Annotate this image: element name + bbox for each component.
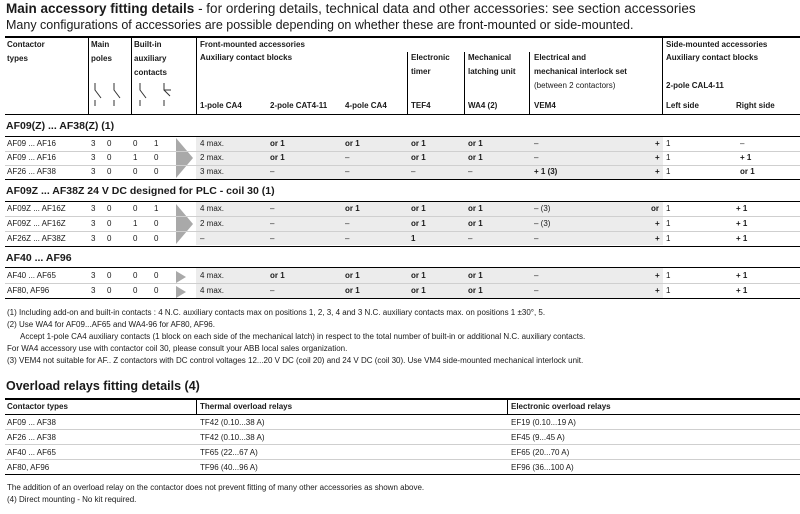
row-aux-no: 0 (133, 167, 138, 176)
row-vem4: – (3) (534, 204, 551, 213)
header-divider-4 (407, 52, 408, 114)
overload-electronic: EF65 (20...70 A) (511, 448, 570, 457)
row-4pole: or 1 (345, 271, 360, 280)
row-wa4: or 1 (468, 219, 483, 228)
row-wa4: or 1 (468, 153, 483, 162)
row-wa4: or 1 (468, 286, 483, 295)
row-vem4: – (534, 153, 539, 162)
group-title-2: AF09Z ... AF38Z 24 V DC designed for PLC - coil 30 (1) (6, 185, 275, 197)
row-4pole: – (345, 167, 350, 176)
row-tef4: or 1 (411, 139, 426, 148)
row-main-no: 3 (91, 234, 96, 243)
row-main-no: 3 (91, 204, 96, 213)
group-3-bottom-rule (5, 298, 800, 299)
row-1pole: 4 max. (200, 286, 225, 295)
row-main-no: 3 (91, 286, 96, 295)
row-combiner: + (655, 153, 660, 162)
row-2pole: – (270, 204, 275, 213)
row-wa4: or 1 (468, 204, 483, 213)
row-type: AF80, AF96 (7, 286, 50, 295)
hdr-front-2: Auxiliary contact blocks (200, 53, 293, 62)
group-2-arrow (176, 204, 193, 244)
builtin-contact-symbol (133, 81, 189, 107)
row-main-nc: 0 (107, 219, 112, 228)
row-main-no: 3 (91, 153, 96, 162)
row-left: 1 (666, 167, 671, 176)
overload-thermal: TF96 (40...96 A) (200, 463, 258, 472)
row-type: AF26Z ... AF38Z (7, 234, 66, 243)
note-4: For WA4 accessory use with contactor coil 30, please consult your ABB local sales organization. (7, 344, 348, 353)
row-aux-nc: 1 (154, 139, 159, 148)
row-left: 1 (666, 204, 671, 213)
row-tef4: or 1 (411, 219, 426, 228)
row-aux-nc: 0 (154, 286, 159, 295)
row-main-nc: 0 (107, 139, 112, 148)
row-vem4: – (3) (534, 219, 551, 228)
sub-wa4: WA4 (2) (468, 101, 498, 110)
row-divider (5, 283, 800, 284)
row-main-no: 3 (91, 139, 96, 148)
group-2-bottom-rule (5, 246, 800, 247)
note-1: (1) Including add-on and built-in contacts : 4 N.C. auxiliary contacts max on positions 1, 2, 3, 4 and 3 N.C. auxiliary contacts max. on positions 1 ±30°, 5. (7, 308, 546, 317)
hdr-front-1: Front-mounted accessories (200, 40, 305, 49)
row-right: + 1 (736, 286, 748, 295)
overload-electronic: EF45 (9...45 A) (511, 433, 565, 442)
row-2pole: or 1 (270, 271, 285, 280)
hdr-builtin-3: contacts (134, 68, 167, 77)
header-bottom-rule (5, 114, 800, 115)
overload-type: AF80, AF96 (7, 463, 50, 472)
row-combiner: + (655, 167, 660, 176)
header-divider-2 (131, 38, 132, 114)
row-aux-no: 0 (133, 139, 138, 148)
header-top-rule (5, 36, 800, 38)
group-3-arrow-2 (176, 286, 186, 298)
group-title-3: AF40 ... AF96 (6, 252, 72, 264)
overload-type: AF09 ... AF38 (7, 418, 56, 427)
group-3-arrow-1 (176, 271, 186, 283)
row-type: AF09 ... AF16 (7, 139, 56, 148)
row-tef4: 1 (411, 234, 416, 243)
row-type: AF26 ... AF38 (7, 167, 56, 176)
row-main-nc: 0 (107, 204, 112, 213)
row-aux-no: 1 (133, 153, 138, 162)
row-combiner: + (655, 139, 660, 148)
row-type: AF09Z ... AF16Z (7, 204, 66, 213)
row-tef4: or 1 (411, 153, 426, 162)
header-divider-1 (88, 38, 89, 114)
row-wa4: or 1 (468, 271, 483, 280)
row-main-no: 3 (91, 271, 96, 280)
overload-divider-2 (507, 400, 508, 414)
row-vem4: – (534, 139, 539, 148)
row-type: AF09 ... AF16 (7, 153, 56, 162)
sub-tef4: TEF4 (411, 101, 431, 110)
row-wa4: – (468, 234, 473, 243)
row-divider (5, 216, 800, 217)
row-right: + 1 (740, 153, 752, 162)
group-1-shade (196, 137, 663, 179)
row-2pole: – (270, 234, 275, 243)
row-2pole: – (270, 219, 275, 228)
header-divider-5 (464, 52, 465, 114)
row-aux-nc: 0 (154, 234, 159, 243)
row-vem4: + 1 (3) (534, 167, 558, 176)
row-aux-nc: 0 (154, 271, 159, 280)
row-type: AF40 ... AF65 (7, 271, 56, 280)
row-aux-nc: 0 (154, 167, 159, 176)
hdr-main-1: Main (91, 40, 110, 49)
overload-header-rule (5, 414, 800, 415)
row-1pole: 3 max. (200, 167, 225, 176)
overload-note-1: The addition of an overload relay on the contactor does not prevent fitting of many other accessories as shown above. (7, 483, 425, 492)
row-right: – (740, 139, 745, 148)
row-left: 1 (666, 271, 671, 280)
overload-hdr-electronic: Electronic overload relays (511, 402, 611, 411)
row-aux-nc: 1 (154, 204, 159, 213)
row-combiner: + (655, 234, 660, 243)
row-left: 1 (666, 219, 671, 228)
row-wa4: or 1 (468, 139, 483, 148)
row-right: + 1 (736, 219, 748, 228)
row-divider (5, 165, 800, 166)
overload-title: Overload relays fitting details (4) (6, 379, 200, 393)
header-divider-6 (529, 52, 530, 114)
overload-thermal: TF42 (0.10...38 A) (200, 418, 265, 427)
row-vem4: – (534, 286, 539, 295)
overload-electronic: EF19 (0.10...19 A) (511, 418, 576, 427)
sub-vem4: VEM4 (534, 101, 556, 110)
note-5: (3) VEM4 not suitable for AF.. Z contactors with DC control voltages 12...20 V DC (coil 20) and 24 V DC (coil 30). Use VM4 side-mounted mechanical interlock unit. (7, 356, 584, 365)
group-2-shade (196, 202, 663, 245)
row-left: 1 (666, 139, 671, 148)
row-aux-nc: 0 (154, 153, 159, 162)
row-aux-no: 0 (133, 234, 138, 243)
overload-top-rule (5, 398, 800, 400)
row-aux-no: 0 (133, 204, 138, 213)
group-1-arrow (176, 138, 193, 178)
row-4pole: or 1 (345, 286, 360, 295)
main-poles-contact-symbol (90, 81, 128, 107)
overload-hdr-contactor: Contactor types (7, 402, 68, 411)
row-main-no: 3 (91, 167, 96, 176)
row-divider (5, 444, 800, 445)
overload-hdr-thermal: Thermal overload relays (200, 402, 293, 411)
note-2: (2) Use WA4 for AF09...AF65 and WA4-96 for AF80, AF96. (7, 320, 215, 329)
row-combiner: or (651, 204, 659, 213)
row-vem4: – (534, 271, 539, 280)
sub-4pole: 4-pole CA4 (345, 101, 387, 110)
hdr-mech-2: latching unit (468, 67, 516, 76)
row-2pole: or 1 (270, 153, 285, 162)
row-right: + 1 (736, 234, 748, 243)
hdr-side-1: Side-mounted accessories (666, 40, 768, 49)
row-aux-no: 0 (133, 286, 138, 295)
sub-1pole: 1-pole CA4 (200, 101, 242, 110)
hdr-contactor-2: types (7, 54, 28, 63)
row-main-nc: 0 (107, 234, 112, 243)
sub-right-side: Right side (736, 101, 775, 110)
overload-type: AF26 ... AF38 (7, 433, 56, 442)
row-combiner: + (655, 219, 660, 228)
row-2pole: – (270, 286, 275, 295)
page-title (6, 1, 696, 16)
header-divider-7 (662, 38, 663, 114)
sub-left-side: Left side (666, 101, 699, 110)
hdr-elec-3: (between 2 contactors) (534, 81, 616, 90)
overload-bottom-rule (5, 474, 800, 475)
row-1pole: – (200, 234, 205, 243)
row-4pole: – (345, 234, 350, 243)
row-combiner: + (655, 286, 660, 295)
hdr-mech-1: Mechanical (468, 53, 512, 62)
row-main-nc: 0 (107, 286, 112, 295)
page-subtitle: Many configurations of accessories are possible depending on whether these are front-mounted or side-mounted. (6, 18, 634, 32)
row-left: 1 (666, 153, 671, 162)
row-divider (5, 459, 800, 460)
hdr-elec-1: Electrical and (534, 53, 587, 62)
hdr-electronic-1: Electronic (411, 53, 450, 62)
hdr-elec-2: mechanical interlock set (534, 67, 627, 76)
row-2pole: or 1 (270, 139, 285, 148)
row-tef4: – (411, 167, 416, 176)
row-type: AF09Z ... AF16Z (7, 219, 66, 228)
hdr-side-2: Auxiliary contact blocks (666, 53, 759, 62)
row-right: or 1 (740, 167, 755, 176)
page-title-rest: - for ordering details, technical data and other accessories: see section accessories (194, 1, 696, 16)
row-main-nc: 0 (107, 167, 112, 176)
row-divider (5, 231, 800, 232)
hdr-builtin-2: auxiliary (134, 54, 167, 63)
row-4pole: or 1 (345, 139, 360, 148)
overload-type: AF40 ... AF65 (7, 448, 56, 457)
row-main-nc: 0 (107, 271, 112, 280)
row-divider (5, 151, 800, 152)
overload-electronic: EF96 (36...100 A) (511, 463, 574, 472)
hdr-electronic-2: timer (411, 67, 431, 76)
overload-thermal: TF42 (0.10...38 A) (200, 433, 265, 442)
overload-divider-1 (196, 400, 197, 414)
group-1-bottom-rule (5, 179, 800, 180)
hdr-builtin-1: Built-in (134, 40, 162, 49)
hdr-contactor-1: Contactor (7, 40, 45, 49)
row-1pole: 4 max. (200, 139, 225, 148)
row-1pole: 2 max. (200, 219, 225, 228)
row-4pole: – (345, 153, 350, 162)
header-divider-3 (196, 38, 197, 114)
overload-thermal: TF65 (22...67 A) (200, 448, 258, 457)
row-main-no: 3 (91, 219, 96, 228)
row-tef4: or 1 (411, 286, 426, 295)
overload-note-2: (4) Direct mounting - No kit required. (7, 495, 137, 504)
row-main-nc: 0 (107, 153, 112, 162)
group-title-1: AF09(Z) ... AF38(Z) (1) (6, 120, 115, 132)
row-1pole: 4 max. (200, 204, 225, 213)
row-aux-no: 1 (133, 219, 138, 228)
row-tef4: or 1 (411, 271, 426, 280)
row-1pole: 2 max. (200, 153, 225, 162)
row-left: 1 (666, 234, 671, 243)
row-left: 1 (666, 286, 671, 295)
row-tef4: or 1 (411, 204, 426, 213)
row-right: + 1 (736, 204, 748, 213)
row-1pole: 4 max. (200, 271, 225, 280)
row-combiner: + (655, 271, 660, 280)
note-3: Accept 1-pole CA4 auxiliary contacts (1 block on each side of the mechanical latch) in respect to the total number of built-in or additional N.C. auxiliary contacts. (20, 332, 586, 341)
hdr-main-2: poles (91, 54, 112, 63)
row-divider (5, 429, 800, 430)
row-2pole: – (270, 167, 275, 176)
sub-2pole: 2-pole CAT4-11 (270, 101, 328, 110)
row-4pole: or 1 (345, 204, 360, 213)
hdr-side-3: 2-pole CAL4-11 (666, 81, 724, 90)
row-right: + 1 (736, 271, 748, 280)
row-wa4: – (468, 167, 473, 176)
page-title-bold: Main accessory fitting details (6, 1, 195, 16)
row-aux-nc: 0 (154, 219, 159, 228)
row-4pole: – (345, 219, 350, 228)
row-vem4: – (534, 234, 539, 243)
row-aux-no: 0 (133, 271, 138, 280)
